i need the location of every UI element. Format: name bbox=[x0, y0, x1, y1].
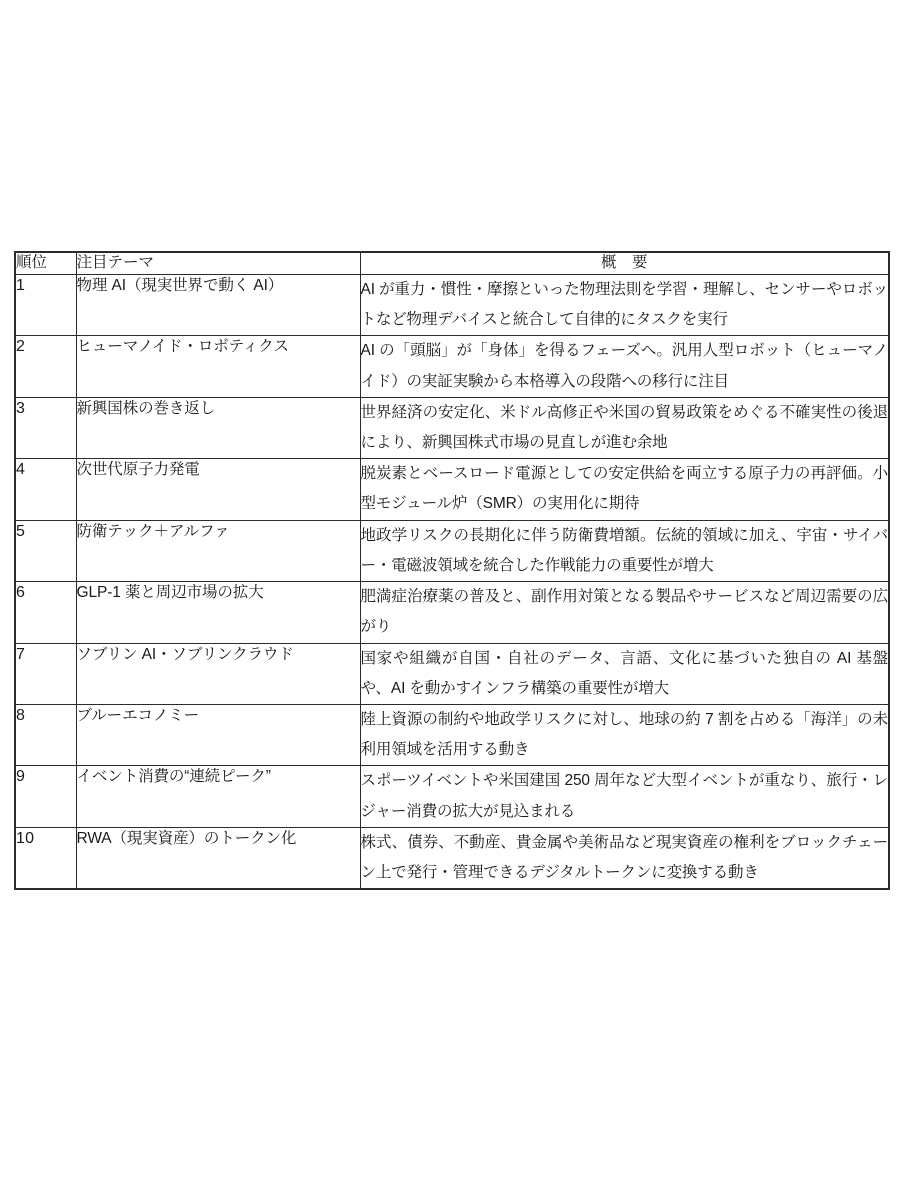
cell-rank: 10 bbox=[15, 827, 76, 889]
cell-summary: 脱炭素とベースロード電源としての安定供給を両立する原子力の再評価。小型モジュール炉（SMR）の実用化に期待 bbox=[360, 459, 889, 520]
table-row bbox=[15, 643, 889, 704]
cell-rank: 5 bbox=[15, 520, 76, 581]
table-row bbox=[15, 520, 889, 581]
table-row bbox=[15, 336, 889, 397]
cell-summary: 陸上資源の制約や地政学リスクに対し、地球の約 7 割を占める「海洋」の未利用領域を活用する動き bbox=[360, 704, 889, 765]
cell-theme: GLP-1 薬と周辺市場の拡大 bbox=[76, 582, 360, 643]
table-body bbox=[15, 274, 889, 889]
cell-rank: 1 bbox=[15, 274, 76, 335]
cell-theme: ソブリン AI・ソブリンクラウド bbox=[76, 643, 360, 704]
cell-theme: ヒューマノイド・ロボティクス bbox=[76, 336, 360, 397]
cell-summary: 肥満症治療薬の普及と、副作用対策となる製品やサービスなど周辺需要の広がり bbox=[360, 582, 889, 643]
table-row bbox=[15, 582, 889, 643]
table-row bbox=[15, 459, 889, 520]
cell-summary: 世界経済の安定化、米ドル高修正や米国の貿易政策をめぐる不確実性の後退により、新興国株式市場の見直しが進む余地 bbox=[360, 397, 889, 458]
cell-rank: 7 bbox=[15, 643, 76, 704]
cell-rank: 3 bbox=[15, 397, 76, 458]
cell-rank: 6 bbox=[15, 582, 76, 643]
cell-rank: 9 bbox=[15, 766, 76, 827]
cell-summary: 国家や組織が自国・自社のデータ、言語、文化に基づいた独自の AI 基盤や、AI を動かすインフラ構築の重要性が増大 bbox=[360, 643, 889, 704]
cell-rank: 4 bbox=[15, 459, 76, 520]
cell-summary: 株式、債券、不動産、貴金属や美術品など現実資産の権利をブロックチェーン上で発行・管理できるデジタルトークンに変換する動き bbox=[360, 827, 889, 889]
cell-theme: 次世代原子力発電 bbox=[76, 459, 360, 520]
table-header-row bbox=[15, 252, 889, 274]
table-row bbox=[15, 827, 889, 889]
table-row bbox=[15, 397, 889, 458]
table-row bbox=[15, 704, 889, 765]
cell-theme: イベント消費の“連続ピーク” bbox=[76, 766, 360, 827]
column-header-summary: 概 要 bbox=[360, 252, 889, 274]
cell-summary: 地政学リスクの長期化に伴う防衛費増額。伝統的領域に加え、宇宙・サイバー・電磁波領域を統合した作戦能力の重要性が増大 bbox=[360, 520, 889, 581]
themes-table bbox=[14, 251, 890, 890]
cell-theme: RWA（現実資産）のトークン化 bbox=[76, 827, 360, 889]
cell-summary: AI が重力・慣性・摩擦といった物理法則を学習・理解し、センサーやロボットなど物理デバイスと統合して自律的にタスクを実行 bbox=[360, 274, 889, 335]
cell-summary: スポーツイベントや米国建国 250 周年など大型イベントが重なり、旅行・レジャー消費の拡大が見込まれる bbox=[360, 766, 889, 827]
cell-theme: 防衛テック＋アルファ bbox=[76, 520, 360, 581]
cell-theme: 新興国株の巻き返し bbox=[76, 397, 360, 458]
table-header bbox=[15, 252, 889, 274]
themes-table-wrapper bbox=[14, 251, 888, 890]
cell-theme: 物理 AI（現実世界で動く AI） bbox=[76, 274, 360, 335]
cell-summary: AI の「頭脳」が「身体」を得るフェーズへ。汎用人型ロボット（ヒューマノイド）の実証実験から本格導入の段階への移行に注目 bbox=[360, 336, 889, 397]
table-row bbox=[15, 766, 889, 827]
cell-rank: 2 bbox=[15, 336, 76, 397]
cell-theme: ブルーエコノミー bbox=[76, 704, 360, 765]
column-header-rank: 順位 bbox=[15, 252, 76, 274]
column-header-theme: 注目テーマ bbox=[76, 252, 360, 274]
cell-rank: 8 bbox=[15, 704, 76, 765]
table-row bbox=[15, 274, 889, 335]
